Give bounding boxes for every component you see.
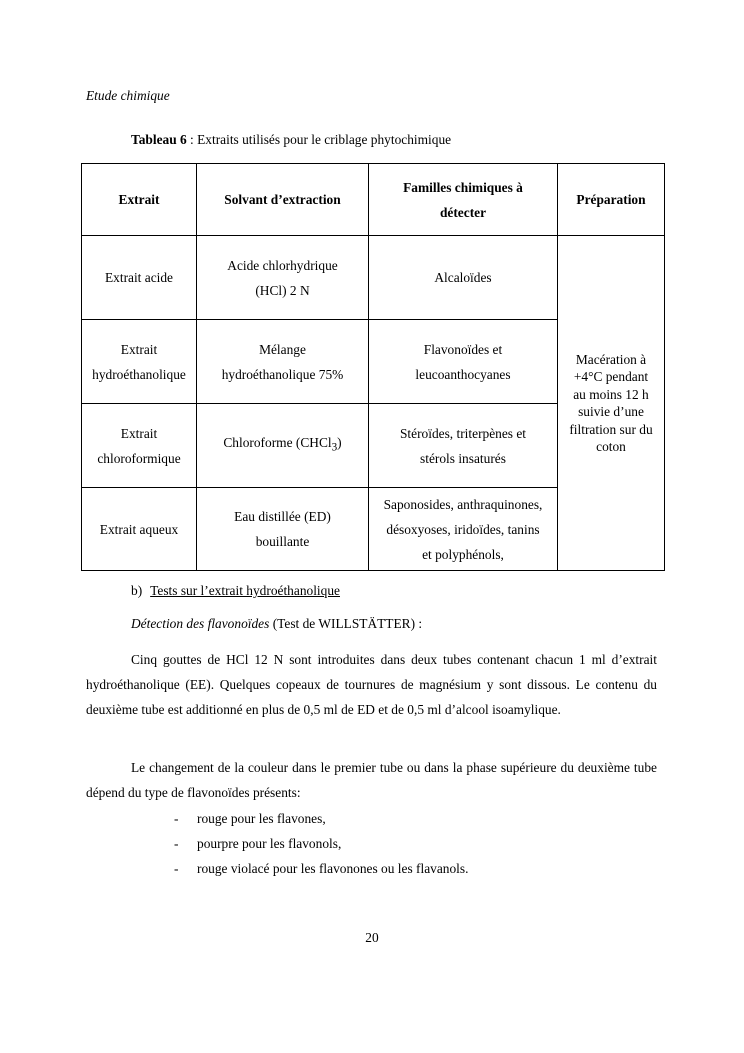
table-header-row: [82, 164, 665, 236]
header-familles-line1: Familles chimiques à: [403, 179, 523, 195]
cell-solvant: Eau distillée (ED) bouillante: [197, 488, 369, 571]
subsection-title: Tests sur l’extrait hydroéthanolique: [150, 583, 340, 598]
cell-solvant: Mélange hydroéthanolique 75%: [197, 320, 369, 404]
cell-familles: Stéroïdes, triterpènes et stérols insaturés: [369, 404, 558, 488]
cell-familles: Alcaloïdes: [369, 236, 558, 320]
cell-extrait: Extrait acide: [82, 236, 197, 320]
cell-solvant: Acide chlorhydrique (HCl) 2 N: [197, 236, 369, 320]
subscript-3: 3: [331, 441, 338, 454]
paragraph-procedure: Cinq gouttes de HCl 12 N sont introduites dans deux tubes contenant chacun 1 ml d’extrait hydroéthanolique (EE). Quelques copeaux de tournures de magnésium y sont dissous. Le contenu du deuxième tube est additionné en plus de 0,5 ml de ED et de 0,5 ml d’alcool isoamylique.: [86, 652, 657, 717]
paragraph-result: Le changement de la couleur dans le premier tube ou dans la phase supérieure du deuxième tube dépend du type de flavonoïdes présents:: [86, 760, 657, 800]
subsection-label: b): [131, 583, 143, 598]
list-item: - rouge violacé pour les flavonones ou les flavanols.: [174, 861, 469, 876]
cell-familles: Saponosides, anthraquinones, désoxyoses, iridoïdes, tanins et polyphénols,: [369, 488, 558, 571]
header-solvant: Solvant d’extraction: [197, 164, 369, 236]
cell-familles: Flavonoïdes et leucoanthocyanes: [369, 320, 558, 404]
header-extrait: Extrait: [82, 164, 197, 236]
section-header: Etude chimique: [86, 88, 170, 103]
cell-extrait: Extrait chloroformique: [82, 404, 197, 488]
detection-heading: [131, 616, 422, 632]
header-preparation: Préparation: [558, 164, 665, 236]
table-row: [82, 236, 665, 320]
subsection-heading: [131, 583, 340, 599]
table-caption: [131, 132, 451, 148]
header-familles-line2: détecter: [439, 204, 487, 220]
header-familles: [369, 164, 558, 236]
cell-preparation: Macération à +4°C pendant au moins 12 h suivie d’une filtration sur du coton: [558, 236, 665, 571]
page-number: 20: [365, 930, 379, 945]
list-item: - rouge pour les flavones,: [174, 811, 326, 826]
cell-extrait: Extrait aqueux: [82, 488, 197, 571]
detection-title: Détection des flavonoïdes: [131, 616, 270, 631]
extracts-table: [81, 163, 665, 571]
list-item: - pourpre pour les flavonols,: [174, 836, 342, 851]
color-list: [174, 806, 468, 881]
cell-extrait: Extrait hydroéthanolique: [82, 320, 197, 404]
table-caption-label: Tableau 6: [131, 132, 187, 147]
cell-solvant: Chloroforme (CHCl$_3$): [197, 404, 369, 488]
table-caption-text: : Extraits utilisés pour le criblage phytochimique: [186, 132, 452, 147]
detection-test-name: (Test de WILLSTÄTTER) :: [269, 616, 423, 631]
